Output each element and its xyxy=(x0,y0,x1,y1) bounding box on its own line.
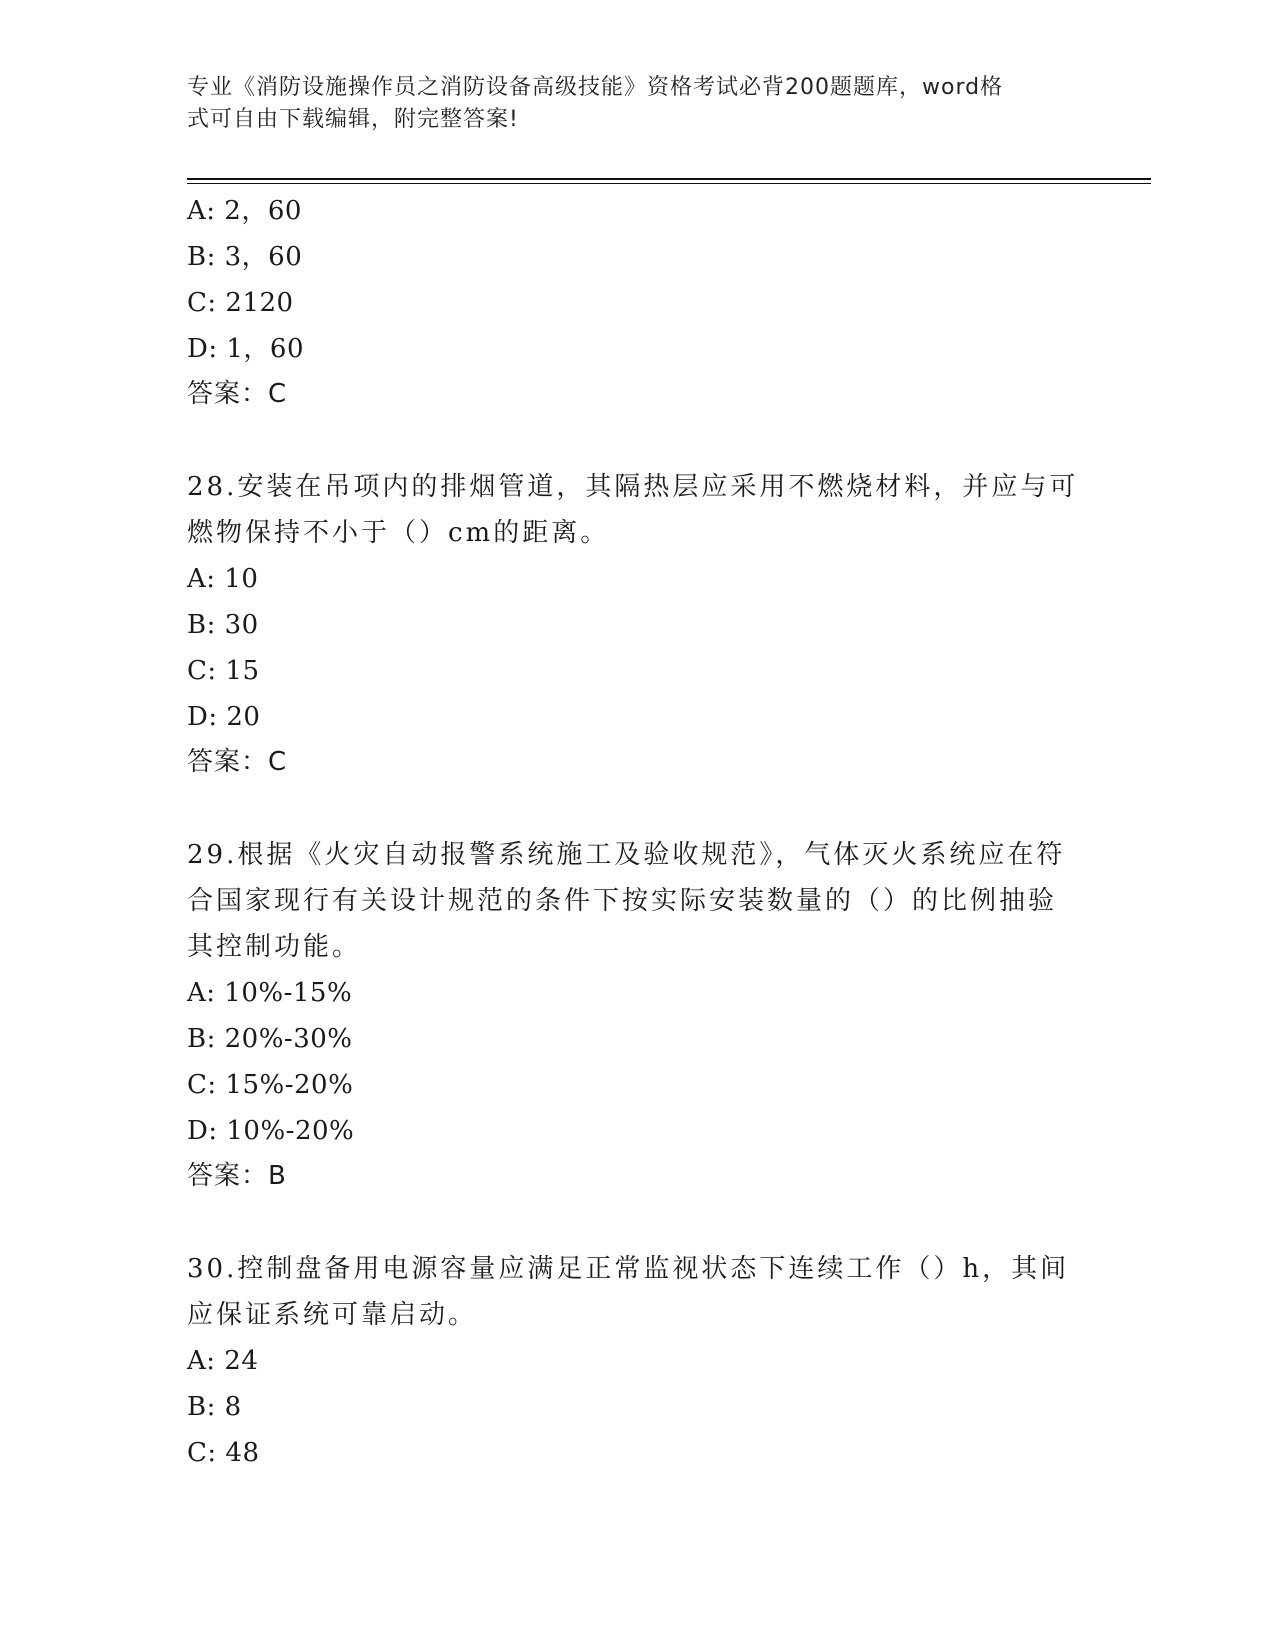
question-list xyxy=(187,188,1087,1476)
answer-label: 答案：C xyxy=(187,747,288,777)
answer-label: 答案：B xyxy=(187,1161,287,1191)
option-c: C: 2120 xyxy=(187,288,294,318)
question-text xyxy=(187,832,1087,970)
question-line: 燃物保持不小于（）cm的距离。 xyxy=(187,518,610,548)
question-line: 29.根据《火灾自动报警系统施工及验收规范》，气体灭火系统应在符 xyxy=(187,840,1066,870)
question-line: 其控制功能。 xyxy=(187,932,362,962)
option-b: B: 20%-30% xyxy=(187,1024,353,1054)
header-line-1: 专业《消防设施操作员之消防设备高级技能》资格考试必背200题题库，word格 xyxy=(187,75,1004,100)
option-a: A: 10%-15% xyxy=(187,978,353,1008)
question-line: 合国家现行有关设计规范的条件下按实际安装数量的（）的比例抽验 xyxy=(187,886,1058,916)
option-a: A: 10 xyxy=(187,564,259,594)
option-a: A: 24 xyxy=(187,1346,259,1376)
option-c: C: 15%-20% xyxy=(187,1070,354,1100)
header-divider-thick xyxy=(187,178,1151,180)
option-c: C: 48 xyxy=(187,1438,260,1468)
option-b: B: 3，60 xyxy=(187,242,303,272)
question-block-28 xyxy=(187,464,1087,784)
option-b: B: 8 xyxy=(187,1392,242,1422)
header-line-2: 式可自由下载编辑，附完整答案! xyxy=(187,107,519,132)
question-line: 应保证系统可靠启动。 xyxy=(187,1300,478,1330)
question-text xyxy=(187,464,1087,556)
header-divider-thin xyxy=(187,183,1151,184)
option-d: D: 20 xyxy=(187,702,261,732)
page-header xyxy=(187,72,1067,136)
option-d: D: 10%-20% xyxy=(187,1116,355,1146)
question-line: 30.控制盘备用电源容量应满足正常监视状态下连续工作（）h，其间 xyxy=(187,1254,1070,1284)
question-block-30 xyxy=(187,1246,1087,1476)
option-b: B: 30 xyxy=(187,610,259,640)
option-a: A: 2，60 xyxy=(187,196,302,226)
question-line: 28.安装在吊项内的排烟管道，其隔热层应采用不燃烧材料，并应与可 xyxy=(187,472,1079,502)
question-block-27 xyxy=(187,188,1087,416)
option-d: D: 1，60 xyxy=(187,334,304,364)
option-c: C: 15 xyxy=(187,656,260,686)
question-block-29 xyxy=(187,832,1087,1198)
answer-label: 答案：C xyxy=(187,379,288,409)
question-text xyxy=(187,1246,1087,1338)
